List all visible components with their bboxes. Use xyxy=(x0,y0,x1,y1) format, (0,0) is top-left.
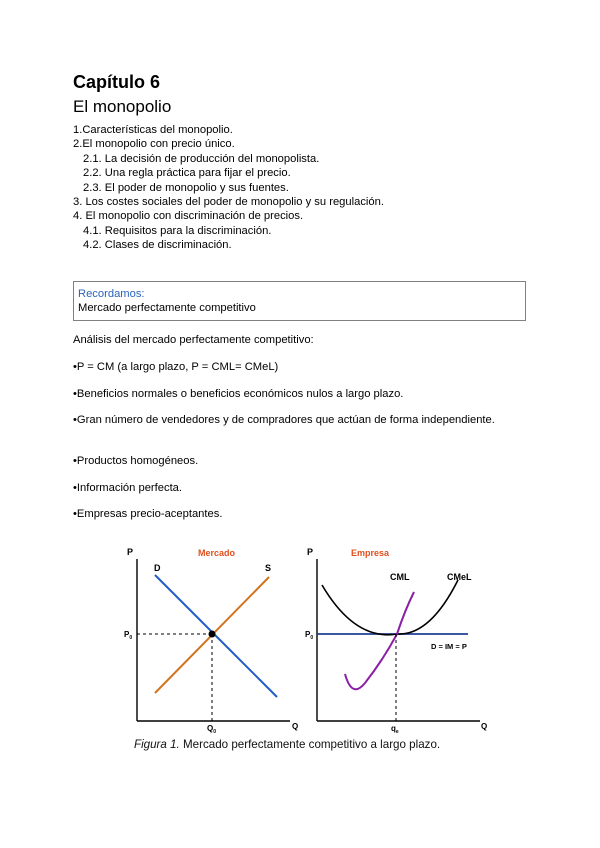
right-qty-mark: $q_e$ xyxy=(391,724,399,735)
figure-caption-text: Mercado perfectamente competitivo a largo plazo. xyxy=(179,738,441,751)
left-panel-title: Mercado xyxy=(198,548,236,558)
intro-paragraph: Análisis del mercado perfectamente competitivo: xyxy=(73,334,314,346)
toc-item: 4.1. Requisitos para la discriminación. xyxy=(83,224,272,237)
right-panel xyxy=(305,547,487,735)
left-qty-mark: $Q_0$ xyxy=(207,724,217,735)
cmel-label: CMeL xyxy=(447,572,472,582)
recuerda-text: Mercado perfectamente competitivo xyxy=(78,302,256,314)
bullet-item: •P = CM (a largo plazo, P = CML= CMeL) xyxy=(73,361,279,373)
toc-item: 2.2. Una regla práctica para fijar el precio. xyxy=(83,167,291,180)
right-x-label: Q xyxy=(481,722,488,731)
bullet-item: •Productos homogéneos. xyxy=(73,455,199,467)
cmel-curve xyxy=(322,580,458,635)
left-y-label: P xyxy=(127,547,134,557)
figure-caption xyxy=(134,738,440,751)
chapter-title: El monopolio xyxy=(73,97,172,116)
toc-item: 3. Los costes sociales del poder de monopolio y su regulación. xyxy=(73,196,384,209)
bullet-item: •Gran número de vendedores y de compradores que actúan de forma independiente. xyxy=(73,414,495,426)
demand-curve xyxy=(155,575,277,697)
demand-label: D xyxy=(154,563,161,573)
supply-label: S xyxy=(265,563,272,573)
right-panel-title: Empresa xyxy=(351,548,390,558)
left-x-label: Q xyxy=(292,722,299,731)
toc-item: 1.Características del monopolio. xyxy=(73,124,233,136)
chapter-heading: Capítulo 6 xyxy=(73,72,161,92)
left-panel xyxy=(124,547,298,735)
recuerda-heading: Recordamos: xyxy=(78,288,145,300)
bullet-item: •Información perfecta. xyxy=(73,482,183,494)
toc-item: 4. El monopolio con discriminación de precios. xyxy=(73,210,304,223)
toc-item: 2.3. El poder de monopolio y sus fuentes. xyxy=(83,181,289,194)
right-price-mark: $P_0$ xyxy=(305,630,314,641)
bullet-item: •Beneficios normales o beneficios económicos nulos a largo plazo. xyxy=(73,388,404,400)
right-y-label: P xyxy=(307,547,314,557)
bullet-item: •Empresas precio-aceptantes. xyxy=(73,508,223,520)
left-price-mark: $P_0$ xyxy=(124,630,133,641)
cml-curve xyxy=(345,592,414,689)
equilibrium-point xyxy=(209,631,216,638)
toc-item: 2.El monopolio con precio único. xyxy=(73,138,235,151)
cml-label: CML xyxy=(390,572,410,582)
price-line-label: D = IM = P xyxy=(431,642,467,651)
toc-item: 4.2. Clases de discriminación. xyxy=(83,239,232,252)
toc-item: 2.1. La decisión de producción del monopolista. xyxy=(83,152,320,165)
figure-caption-label: Figura 1. xyxy=(134,738,180,751)
